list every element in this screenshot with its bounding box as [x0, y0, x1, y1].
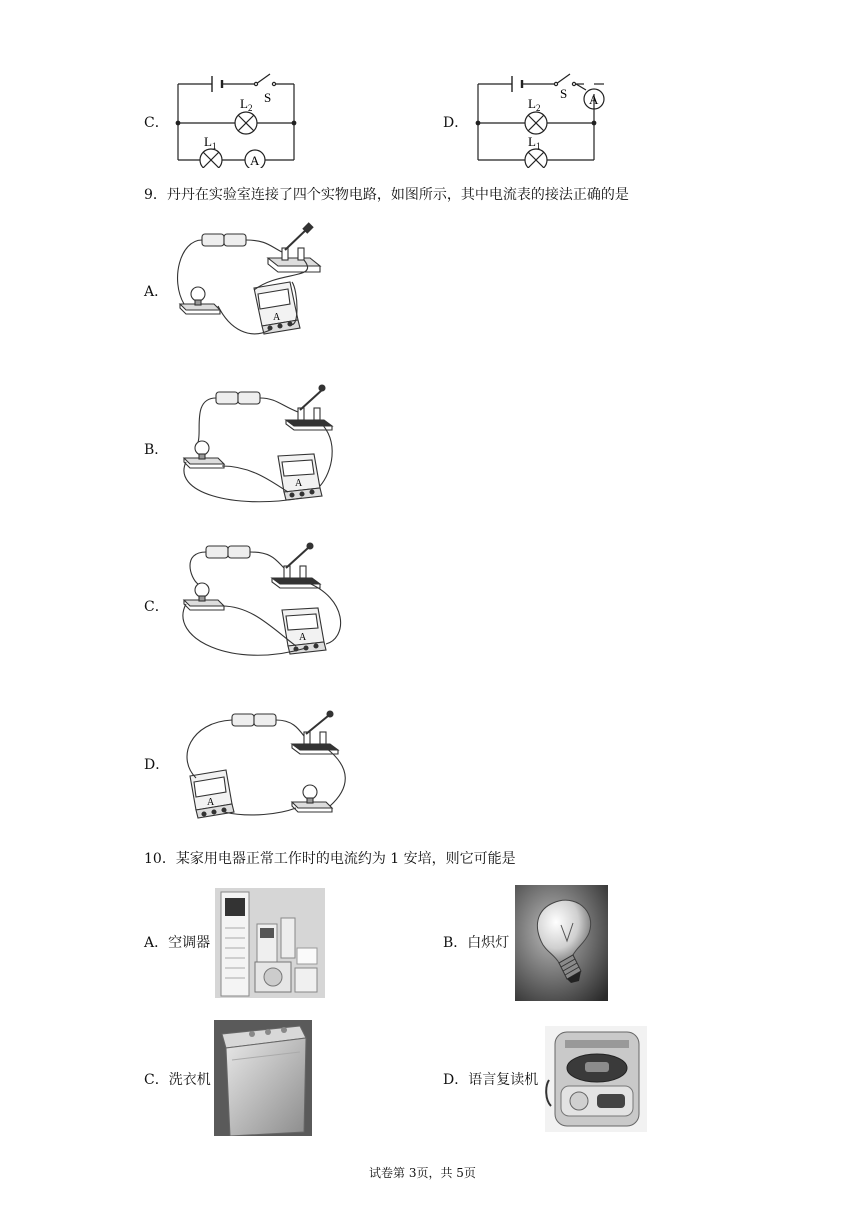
ammeter-symbol: A [250, 153, 260, 168]
q10-option-c-label: C．洗衣机 [144, 1072, 211, 1088]
q9-question-text: 9．丹丹在实验室连接了四个实物电路，如图所示，其中电流表的接法正确的是 [144, 187, 629, 203]
lamp-l2-label: L [240, 96, 248, 111]
washing-machine-image [214, 1020, 312, 1136]
lamp-l1-label: L [528, 134, 536, 149]
lamp-l1-subscript: 1 [536, 141, 541, 151]
ammeter-symbol: A [273, 312, 281, 323]
q9-option-d-label: D． [144, 757, 170, 773]
q8-option-d-circuit [468, 68, 618, 168]
air-conditioner-image [215, 888, 325, 998]
language-repeater-image [545, 1026, 647, 1132]
q10-option-d-label: D．语言复读机 [443, 1072, 539, 1088]
lamp-l2-subscript: 2 [536, 103, 541, 113]
q9-option-c-circuit [172, 538, 352, 670]
lamp-l2-label: L [528, 96, 536, 111]
lamp-l1-label: L [204, 134, 212, 149]
q9-option-b-circuit [172, 382, 342, 512]
q8-option-d-label: D． [443, 115, 469, 131]
lamp-l2-subscript: 2 [248, 103, 253, 113]
q8-option-c-circuit [168, 68, 308, 168]
light-bulb-image [515, 885, 608, 1001]
page-footer: 试卷第 3页，共 5页 [369, 1166, 476, 1180]
q9-option-d-circuit [180, 708, 360, 828]
switch-label: S [264, 90, 272, 105]
q8-option-c-label: C． [144, 115, 169, 131]
switch-label: S [560, 86, 568, 101]
q9-option-c-label: C． [144, 599, 169, 615]
ammeter-symbol: A [589, 92, 599, 107]
q10-option-b-label: B．白炽灯 [443, 935, 510, 951]
q10-option-a-label: A．空调器 [144, 935, 211, 951]
q10-question-text: 10．某家用电器正常工作时的电流约为 1 安培，则它可能是 [144, 851, 516, 867]
q9-option-a-label: A． [144, 284, 169, 300]
q9-option-a-circuit [170, 220, 330, 348]
lamp-l1-subscript: 1 [212, 141, 217, 151]
ammeter-symbol: A [295, 478, 303, 489]
q9-option-b-label: B． [144, 442, 169, 458]
ammeter-symbol: A [207, 797, 215, 808]
ammeter-symbol: A [299, 632, 307, 643]
